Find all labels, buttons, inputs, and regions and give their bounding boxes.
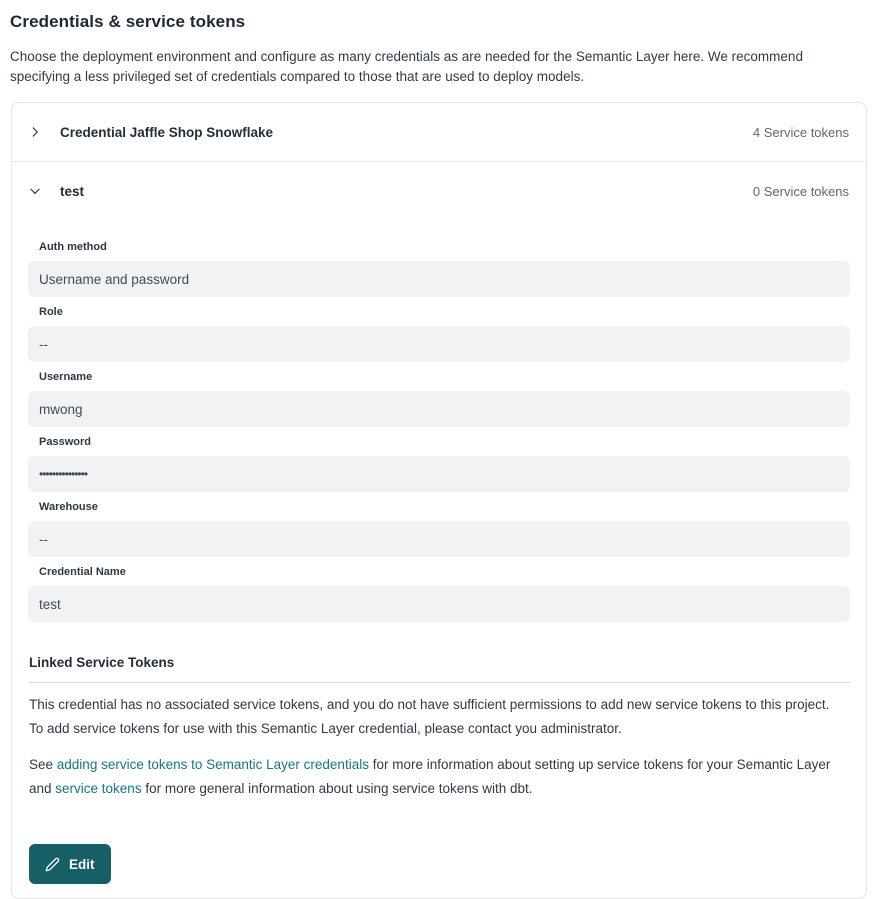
docs-message-suffix: for more general information about using service tokens with dbt. [141, 781, 533, 796]
username-input[interactable] [28, 391, 850, 427]
page-description: Choose the deployment environment and configure as many credentials as are needed for the Semantic Layer here. We recommend specifying a less privileged set of credentials compared to those that are used to deploy models. [10, 49, 803, 84]
warehouse-input[interactable] [28, 521, 850, 557]
section-divider [29, 682, 850, 683]
credential-row-test[interactable] [12, 162, 866, 220]
username-field [28, 371, 850, 427]
role-input[interactable] [28, 326, 850, 362]
page-title: Credentials & service tokens [10, 12, 246, 31]
service-token-count: 0 Service tokens [752, 183, 849, 199]
credential-name-label: Credential Name [39, 566, 126, 578]
chevron-right-icon[interactable] [28, 125, 42, 139]
docs-message [29, 753, 841, 801]
linked-service-tokens-heading: Linked Service Tokens [29, 655, 175, 670]
credential-name: Credential Jaffle Shop Snowflake [60, 124, 274, 140]
password-field [28, 436, 850, 492]
chevron-down-icon[interactable] [28, 184, 42, 198]
adding-service-tokens-link[interactable]: adding service tokens to Semantic Layer credentials [56, 757, 369, 772]
warehouse-field [28, 501, 850, 557]
password-label: Password [39, 436, 91, 448]
password-input[interactable] [28, 456, 850, 492]
docs-message-prefix: See [29, 757, 57, 772]
credential-row-jaffle-shop[interactable] [12, 103, 866, 161]
service-token-count: 4 Service tokens [752, 124, 849, 140]
warehouse-label: Warehouse [39, 501, 98, 513]
linked-service-tokens-section [28, 655, 850, 801]
credential-name-field [28, 566, 850, 622]
no-tokens-message: This credential has no associated service tokens, and you do not have sufficient permissions to add new service tokens to this project. To add service tokens for use with this Semantic Layer credential, please contact you administrator. [29, 697, 830, 736]
docs-message-middle: for more information about setting up service tokens for your Semantic Layer and [29, 757, 831, 796]
credential-name-input[interactable] [28, 586, 850, 622]
edit-button-label: Edit [69, 856, 95, 872]
credentials-card [11, 102, 867, 899]
credential-details [12, 220, 866, 898]
username-label: Username [39, 371, 93, 383]
role-field [28, 306, 850, 362]
auth-method-input[interactable] [28, 261, 850, 297]
auth-method-label: Auth method [39, 241, 107, 253]
edit-button[interactable] [29, 844, 111, 884]
credential-name: test [60, 183, 85, 199]
service-tokens-link[interactable]: service tokens [55, 781, 142, 796]
pencil-icon [45, 857, 60, 872]
auth-method-field [28, 241, 850, 297]
role-label: Role [39, 306, 63, 318]
